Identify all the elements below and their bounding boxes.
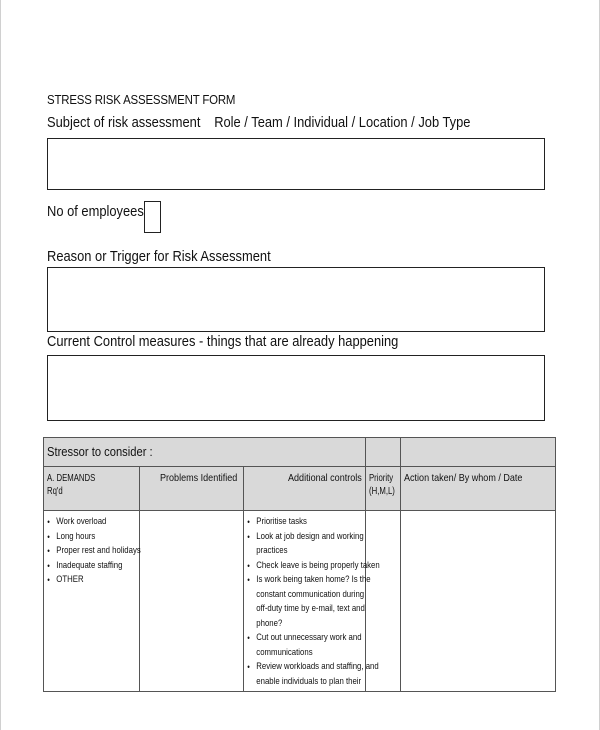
table-row bbox=[44, 511, 556, 692]
reason-input-box[interactable] bbox=[47, 267, 545, 332]
employees-input-box[interactable] bbox=[144, 201, 161, 233]
problems-header bbox=[140, 467, 244, 511]
stressor-table bbox=[43, 437, 556, 692]
problems-header-label: Problems Identified bbox=[160, 472, 238, 484]
demands-header-line1: A. DEMANDS bbox=[47, 472, 96, 484]
subject-line bbox=[47, 114, 470, 131]
table-header-row bbox=[44, 467, 556, 511]
table-title-spacer-priority bbox=[366, 438, 401, 467]
list-item: • Inadequate staffing bbox=[44, 559, 141, 574]
demands-header bbox=[44, 467, 140, 511]
action-header bbox=[401, 467, 556, 511]
priority-header bbox=[366, 467, 401, 511]
employees-label: No of employees bbox=[47, 203, 144, 220]
problems-cell[interactable] bbox=[140, 511, 244, 692]
controls-list bbox=[244, 515, 380, 689]
additional-header-label: Additional controls bbox=[288, 472, 362, 484]
controls-input-box[interactable] bbox=[47, 355, 545, 421]
table-title-cell bbox=[44, 438, 366, 467]
subject-input-box[interactable] bbox=[47, 138, 545, 190]
list-item: • Review workloads and staffing, and enable individuals to plan their bbox=[244, 660, 380, 689]
list-item: • Long hours bbox=[44, 530, 141, 545]
list-item: • Check leave is being properly taken bbox=[244, 559, 380, 574]
controls-label: Current Control measures - things that are already happening bbox=[47, 333, 399, 350]
list-item: • OTHER bbox=[44, 573, 141, 588]
additional-header bbox=[244, 467, 366, 511]
demands-list bbox=[44, 515, 141, 588]
action-header-label: Action taken/ By whom / Date bbox=[404, 472, 523, 484]
priority-header-line2: (H,M,L) bbox=[369, 485, 395, 497]
subject-label: Subject of risk assessment bbox=[47, 114, 201, 131]
list-item: • Proper rest and holidays bbox=[44, 544, 141, 559]
form-title: STRESS RISK ASSESSMENT FORM bbox=[47, 92, 236, 107]
action-cell[interactable] bbox=[401, 511, 556, 692]
subject-options: Role / Team / Individual / Location / Job Type bbox=[214, 114, 471, 131]
table-title: Stressor to consider : bbox=[47, 444, 153, 459]
list-item: • Cut out unnecessary work and communications bbox=[244, 631, 380, 660]
table-title-row bbox=[44, 438, 556, 467]
demands-cell[interactable] bbox=[44, 511, 140, 692]
list-item: • Work overload bbox=[44, 515, 141, 530]
reason-label: Reason or Trigger for Risk Assessment bbox=[47, 248, 271, 265]
list-item: • Look at job design and working practices bbox=[244, 530, 380, 559]
demands-header-line2: Rq'd bbox=[47, 485, 63, 497]
list-item: • Is work being taken home? Is the constant communication during off-duty time by e-mail, text and phone? bbox=[244, 573, 380, 631]
priority-header-line1: Priority bbox=[369, 472, 394, 484]
controls-cell[interactable] bbox=[244, 511, 380, 692]
list-item: • Prioritise tasks bbox=[244, 515, 380, 530]
table-title-spacer-action bbox=[401, 438, 556, 467]
